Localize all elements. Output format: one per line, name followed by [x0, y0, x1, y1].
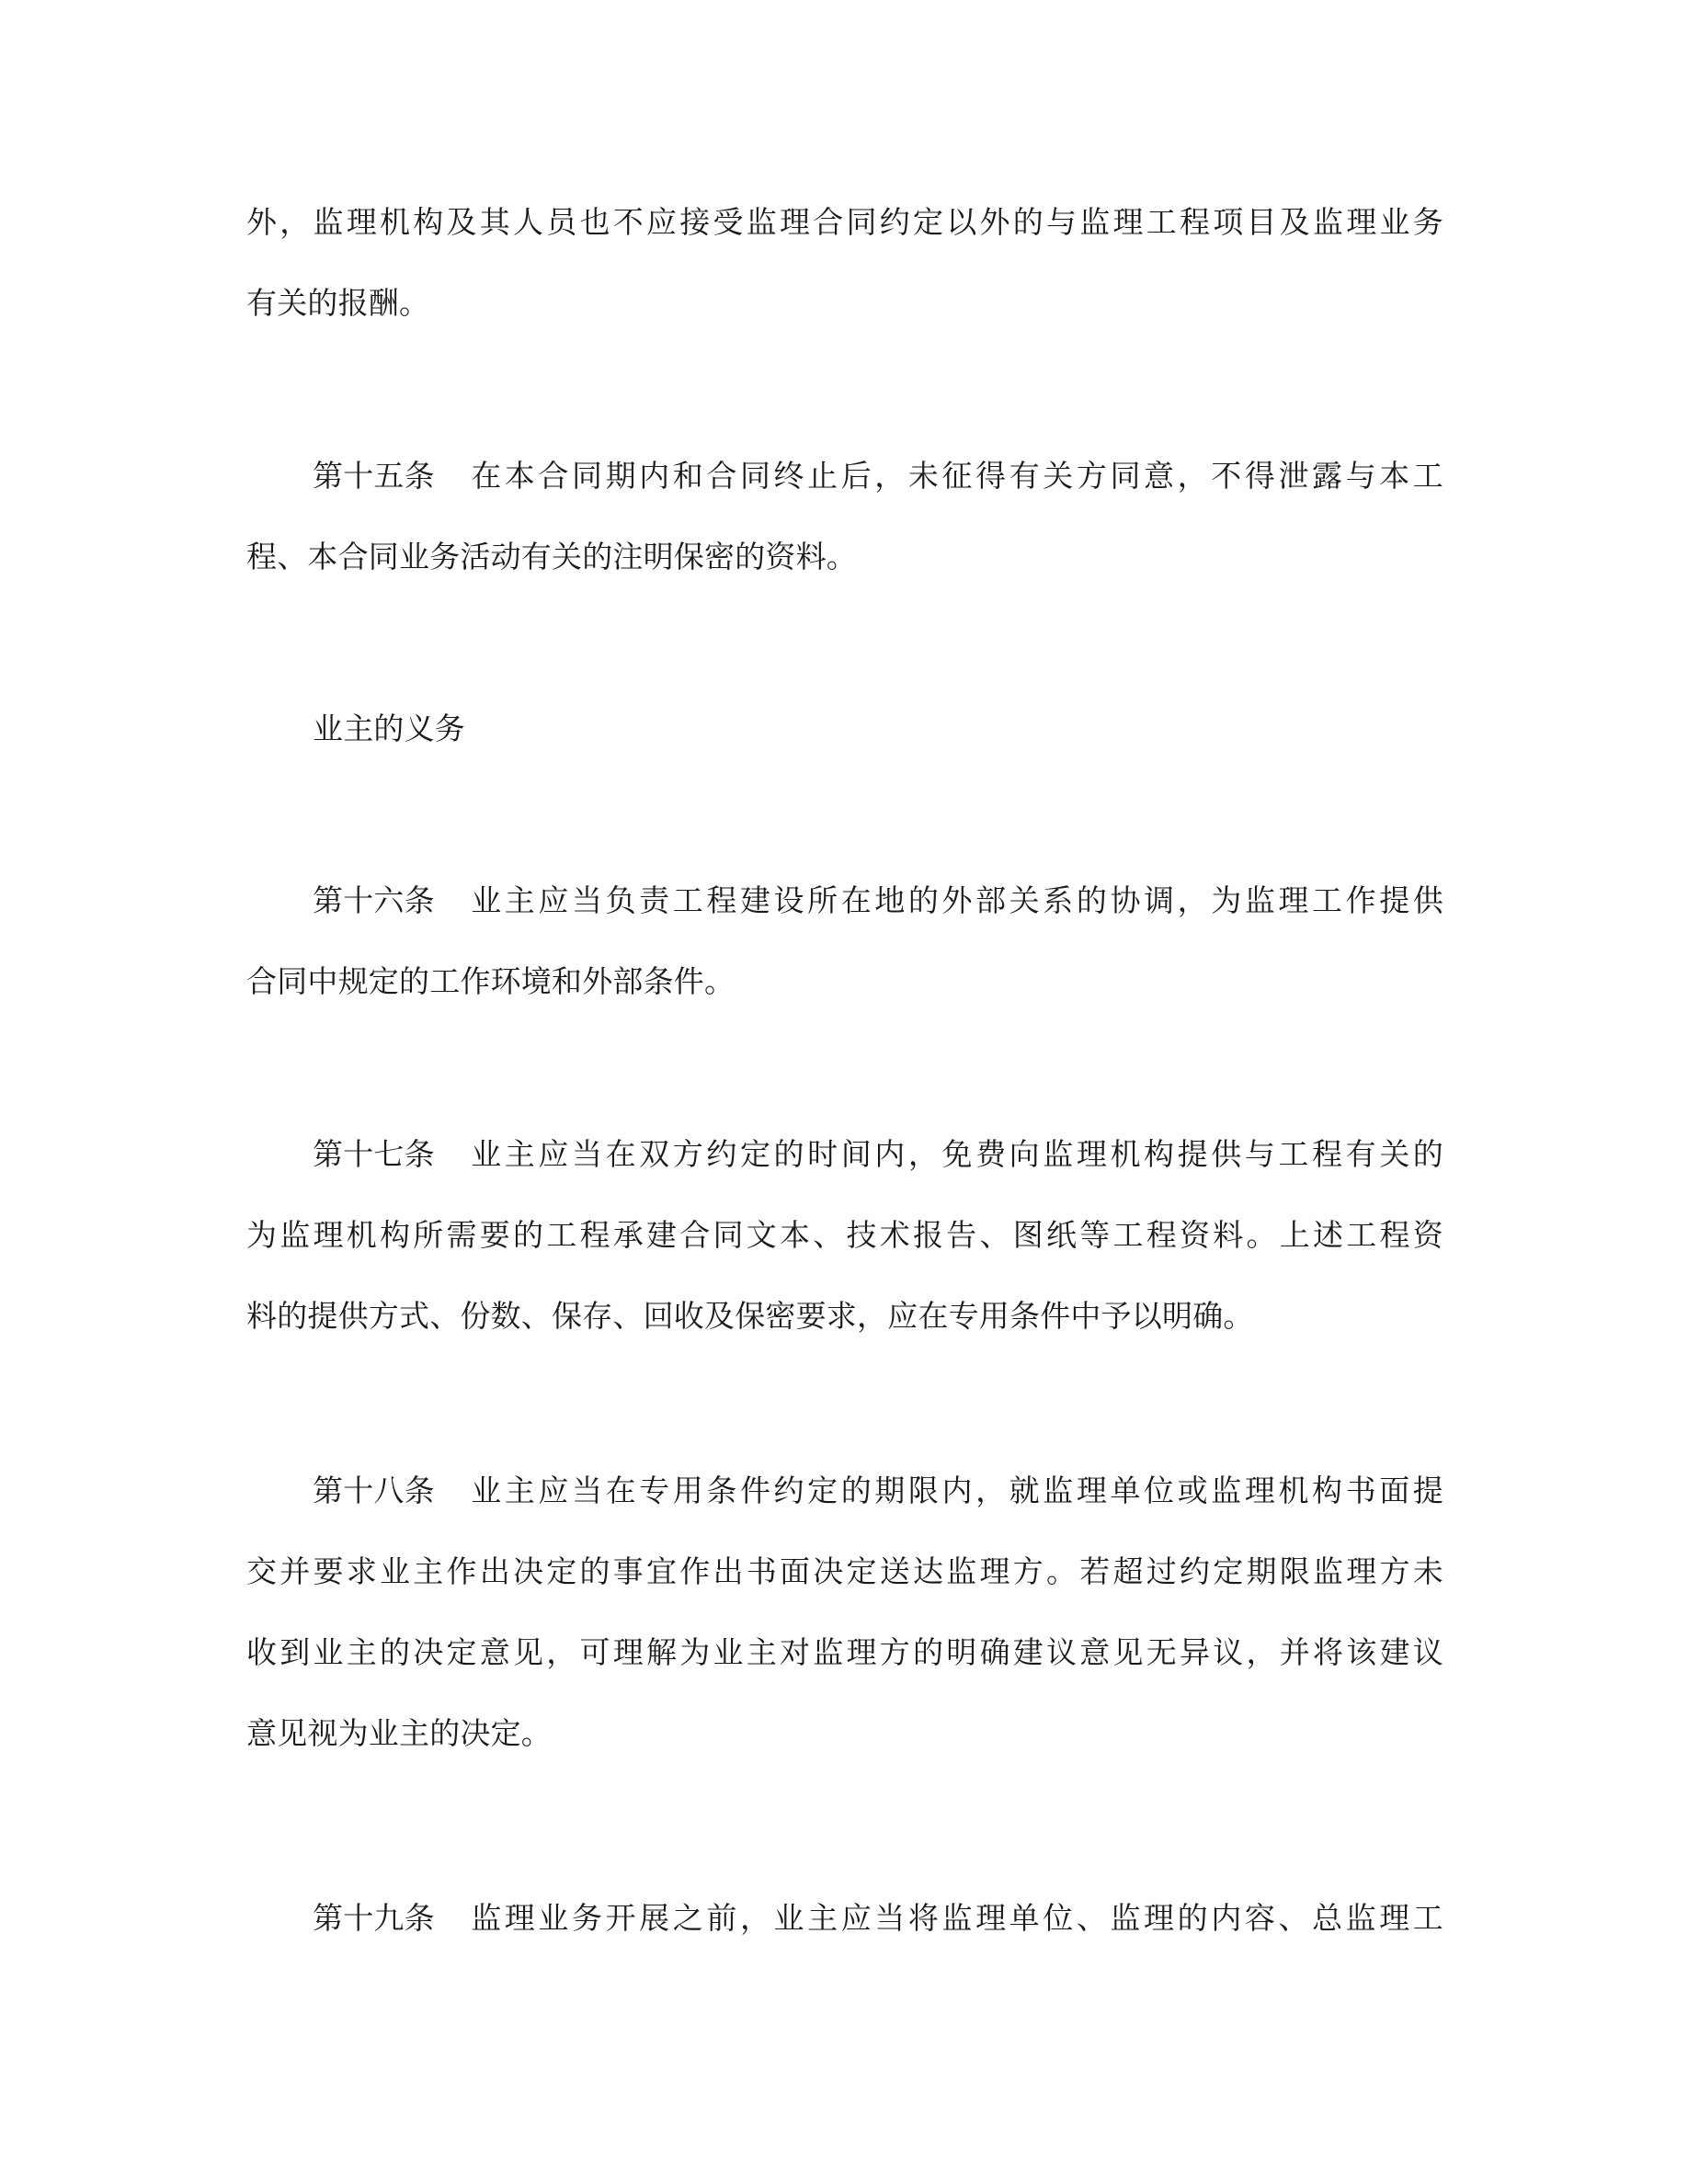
text-line: 合同中规定的工作环境和外部条件。 [246, 963, 736, 999]
text-line: 程、本合同业务活动有关的注明保密的资料。 [246, 539, 857, 574]
article-number: 第十七条 [313, 1136, 435, 1172]
article-number: 第十九条 [313, 1900, 435, 1936]
article-number: 第十五条 [313, 458, 435, 494]
article-text: 业主应当负责工程建设所在地的外部关系的协调，为监理工作提供 [467, 882, 1443, 918]
article-first-line [246, 1134, 1443, 1175]
text-line: 料的提供方式、份数、保存、回收及保密要求，应在专用条件中予以明确。 [246, 1298, 1254, 1334]
article-text: 业主应当在专用条件约定的期限内，就监理单位或监理机构书面提 [467, 1473, 1443, 1508]
text-line: 为监理机构所需要的工程承建合同文本、技术报告、图纸等工程资料。上述工程资 [246, 1217, 1443, 1253]
text-line: 交并要求业主作出决定的事宜作出书面决定送达监理方。若超过约定期限监理方未 [246, 1553, 1443, 1589]
text-line: 外，监理机构及其人员也不应接受监理合同约定以外的与监理工程项目及监理业务 [246, 204, 1443, 240]
section-heading: 业主的义务 [313, 711, 465, 746]
article-number: 第十六条 [313, 882, 435, 918]
text-line: 意见视为业主的决定。 [246, 1715, 552, 1751]
article-first-line [246, 456, 1443, 496]
article-text: 业主应当在双方约定的时间内，免费向监理机构提供与工程有关的 [467, 1136, 1443, 1172]
article-text: 监理业务开展之前，业主应当将监理单位、监理的内容、总监理工 [467, 1900, 1443, 1936]
article-text: 在本合同期内和合同终止后，未征得有关方同意，不得泄露与本工 [467, 458, 1443, 494]
article-first-line [246, 881, 1443, 921]
text-line: 收到业主的决定意见，可理解为业主对监理方的明确建议意见无异议，并将该建议 [246, 1634, 1443, 1670]
article-number: 第十八条 [313, 1473, 435, 1508]
article-first-line [246, 1471, 1443, 1511]
article-first-line [246, 1898, 1443, 1939]
text-line: 有关的报酬。 [246, 285, 430, 321]
